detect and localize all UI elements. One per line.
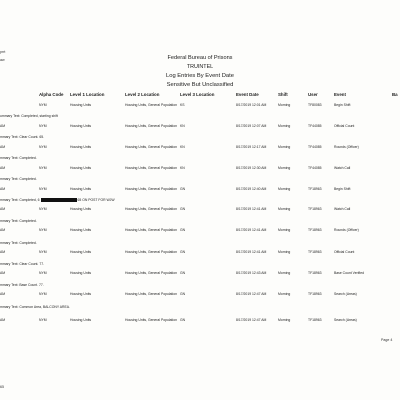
row-user: TF18963: [308, 318, 322, 322]
row-event-date: 8/17/2019 12:17 AM: [236, 145, 267, 149]
summary-text: [0, 283, 44, 287]
row-shift: Morning: [278, 228, 291, 232]
row-ampm: AM: [0, 250, 6, 254]
summary-text: [0, 241, 37, 245]
row-event-date: 8/17/2019 12:40 AM: [236, 187, 267, 191]
row-level1: Housing Units: [70, 292, 92, 296]
row-alpha-code: NYM: [39, 292, 47, 296]
row-level1: Housing Units: [70, 166, 92, 170]
col-ba: Ba: [392, 92, 398, 97]
redaction-bar: [41, 198, 77, 202]
report-title: Log Entries By Event Date: [166, 73, 234, 79]
row-level3: GN: [180, 187, 186, 191]
col-level2: Level 2 Location: [125, 92, 160, 97]
row-level3: GN: [180, 318, 186, 322]
row-event-date: 8/17/2019 12:41 AM: [236, 250, 267, 254]
row-level3: KS: [180, 103, 185, 107]
col-shift: Shift: [278, 92, 288, 97]
summary-text-main: mmary Text: Clear Count. 77.: [0, 262, 45, 266]
col-level3: Level 3 Location: [180, 92, 215, 97]
row-ampm: AM: [0, 145, 6, 149]
summary-text-main: mmary Text: Clear Count. 65.: [0, 135, 45, 139]
summary-text-main: mmary Text: Completed.: [0, 241, 37, 245]
row-shift: Morning: [278, 318, 291, 322]
row-event: Begin Shift: [334, 103, 351, 107]
summary-text-main: mmary Text: Completed.: [0, 219, 37, 223]
row-level2: Housing Units, General Population: [125, 145, 178, 149]
row-level2: Housing Units, General Population: [125, 250, 178, 254]
summary-text-main: mmary Text: Completed, 6: [0, 198, 40, 202]
row-level2: Housing Units, General Population: [125, 271, 178, 275]
row-user: TF18963: [308, 228, 322, 232]
row-ampm: AM: [0, 207, 6, 211]
col-user: User: [308, 92, 318, 97]
row-level3: KN: [180, 145, 185, 149]
row-event: Rounds (Officer): [334, 145, 359, 149]
summary-text: [0, 135, 44, 139]
corner-text-second: aw: [0, 58, 5, 62]
row-event-date: 8/17/2019 12:07 AM: [236, 124, 267, 128]
row-event-date: 8/17/2019 12:41 AM: [236, 207, 267, 211]
summary-text: [0, 177, 37, 181]
row-shift: Morning: [278, 271, 291, 275]
row-level2: Housing Units, General Population: [125, 228, 178, 232]
row-shift: Morning: [278, 124, 291, 128]
row-level3: GN: [180, 292, 186, 296]
row-event: Search (Areas): [334, 292, 357, 296]
row-ampm: AM: [0, 228, 6, 232]
row-level2: Housing Units, General Population: [125, 166, 178, 170]
summary-text: [0, 156, 37, 160]
row-event: Begin Shift: [334, 187, 351, 191]
row-ampm: AM: [0, 318, 6, 322]
row-alpha-code: NYM: [39, 187, 47, 191]
classification-label: Sensitive But Unclassified: [166, 82, 234, 88]
row-ampm: AM: [0, 187, 6, 191]
row-level3: KN: [180, 166, 185, 170]
column-headers: [0, 92, 400, 100]
row-user: TF18963: [308, 187, 322, 191]
row-shift: Morning: [278, 103, 291, 107]
row-event: Official Count: [334, 124, 355, 128]
row-level1: Housing Units: [70, 145, 92, 149]
row-event-date: 8/17/2019 12:41 AM: [236, 228, 267, 232]
row-shift: Morning: [278, 250, 291, 254]
col-event: Event: [334, 92, 346, 97]
row-shift: Morning: [278, 166, 291, 170]
summary-text-continued: 65 ON POST FOR WJW: [77, 198, 115, 202]
row-alpha-code: NYM: [39, 124, 47, 128]
summary-text-main: mmary Text: Completed.: [0, 156, 37, 160]
row-alpha-code: NYM: [39, 166, 47, 170]
row-shift: Morning: [278, 187, 291, 191]
row-level2: Housing Units, General Population: [125, 187, 178, 191]
row-level3: GN: [180, 271, 186, 275]
row-level1: Housing Units: [70, 207, 92, 211]
row-user: TF18963: [308, 292, 322, 296]
row-user: TF18963: [308, 271, 322, 275]
row-event: Official Count: [334, 250, 355, 254]
row-user: TF18963: [308, 207, 322, 211]
summary-text-main: mmary Text: Completed.: [0, 177, 37, 181]
col-event-date: Event Date: [236, 92, 259, 97]
row-level3: GN: [180, 228, 186, 232]
row-alpha-code: NYM: [39, 145, 47, 149]
row-level3: GN: [180, 250, 186, 254]
row-level1: Housing Units: [70, 228, 92, 232]
row-user: TF44085: [308, 124, 322, 128]
row-alpha-code: NYM: [39, 318, 47, 322]
row-alpha-code: NYM: [39, 103, 47, 107]
summary-text: [0, 305, 70, 309]
row-shift: Morning: [278, 207, 291, 211]
col-level1: Level 1 Location: [70, 92, 105, 97]
row-level1: Housing Units: [70, 187, 92, 191]
summary-text-main: ummary Text: Completed, starting shift: [0, 114, 58, 118]
row-event: Search (Areas): [334, 318, 357, 322]
summary-text: [0, 262, 44, 266]
row-level1: Housing Units: [70, 271, 92, 275]
row-event-date: 8/17/2019 12:43 AM: [236, 271, 267, 275]
row-level3: GN: [180, 207, 186, 211]
page-number: Page 4: [381, 338, 393, 342]
row-ampm: AM: [0, 292, 6, 296]
row-event-date: 8/17/2019 12:01 AM: [236, 103, 267, 107]
row-level2: Housing Units, General Population: [125, 124, 178, 128]
row-user: TF80083: [308, 103, 322, 107]
row-alpha-code: NYM: [39, 271, 47, 275]
row-event-date: 8/17/2019 12:47 AM: [236, 318, 267, 322]
row-shift: Morning: [278, 292, 291, 296]
row-event-date: 8/17/2019 12:30 AM: [236, 166, 267, 170]
summary-text: [0, 219, 37, 223]
col-alpha-code: Alpha Code: [39, 92, 64, 97]
row-event: Watch Call: [334, 166, 351, 170]
row-event: Base Count Verified: [334, 271, 364, 275]
row-user: TF18963: [308, 250, 322, 254]
row-ampm: AM: [0, 166, 6, 170]
row-level2: Housing Units, General Population: [125, 103, 178, 107]
row-level1: Housing Units: [70, 318, 92, 322]
row-level1: Housing Units: [70, 124, 92, 128]
corner-text-top: prrt: [0, 50, 6, 54]
agency-title: Federal Bureau of Prisons: [167, 55, 233, 61]
row-level1: Housing Units: [70, 250, 92, 254]
row-event: Rounds (Officer): [334, 228, 359, 232]
row-alpha-code: NYM: [39, 228, 47, 232]
row-alpha-code: NYM: [39, 250, 47, 254]
row-user: TF44085: [308, 145, 322, 149]
row-level2: Housing Units, General Population: [125, 318, 178, 322]
summary-text-main: mmary Text: Base Count. 77.: [0, 283, 44, 287]
row-user: TF44085: [308, 166, 322, 170]
row-level2: Housing Units, General Population: [125, 207, 178, 211]
summary-text-main: mmary Text: Common Area, BALCONY AREA.: [0, 305, 70, 309]
summary-text: [0, 198, 115, 202]
row-ampm: AM: [0, 271, 6, 275]
row-level3: KN: [180, 124, 185, 128]
row-level2: Housing Units, General Population: [125, 292, 178, 296]
row-alpha-code: NYM: [39, 207, 47, 211]
row-event-date: 8/17/2019 12:47 AM: [236, 292, 267, 296]
row-level1: Housing Units: [70, 103, 92, 107]
row-shift: Morning: [278, 145, 291, 149]
footer-text: 65: [0, 385, 4, 389]
system-name: TRUINTEL: [186, 64, 214, 70]
summary-text: [0, 114, 58, 118]
row-event: Watch Call: [334, 207, 351, 211]
row-ampm: AM: [0, 124, 6, 128]
